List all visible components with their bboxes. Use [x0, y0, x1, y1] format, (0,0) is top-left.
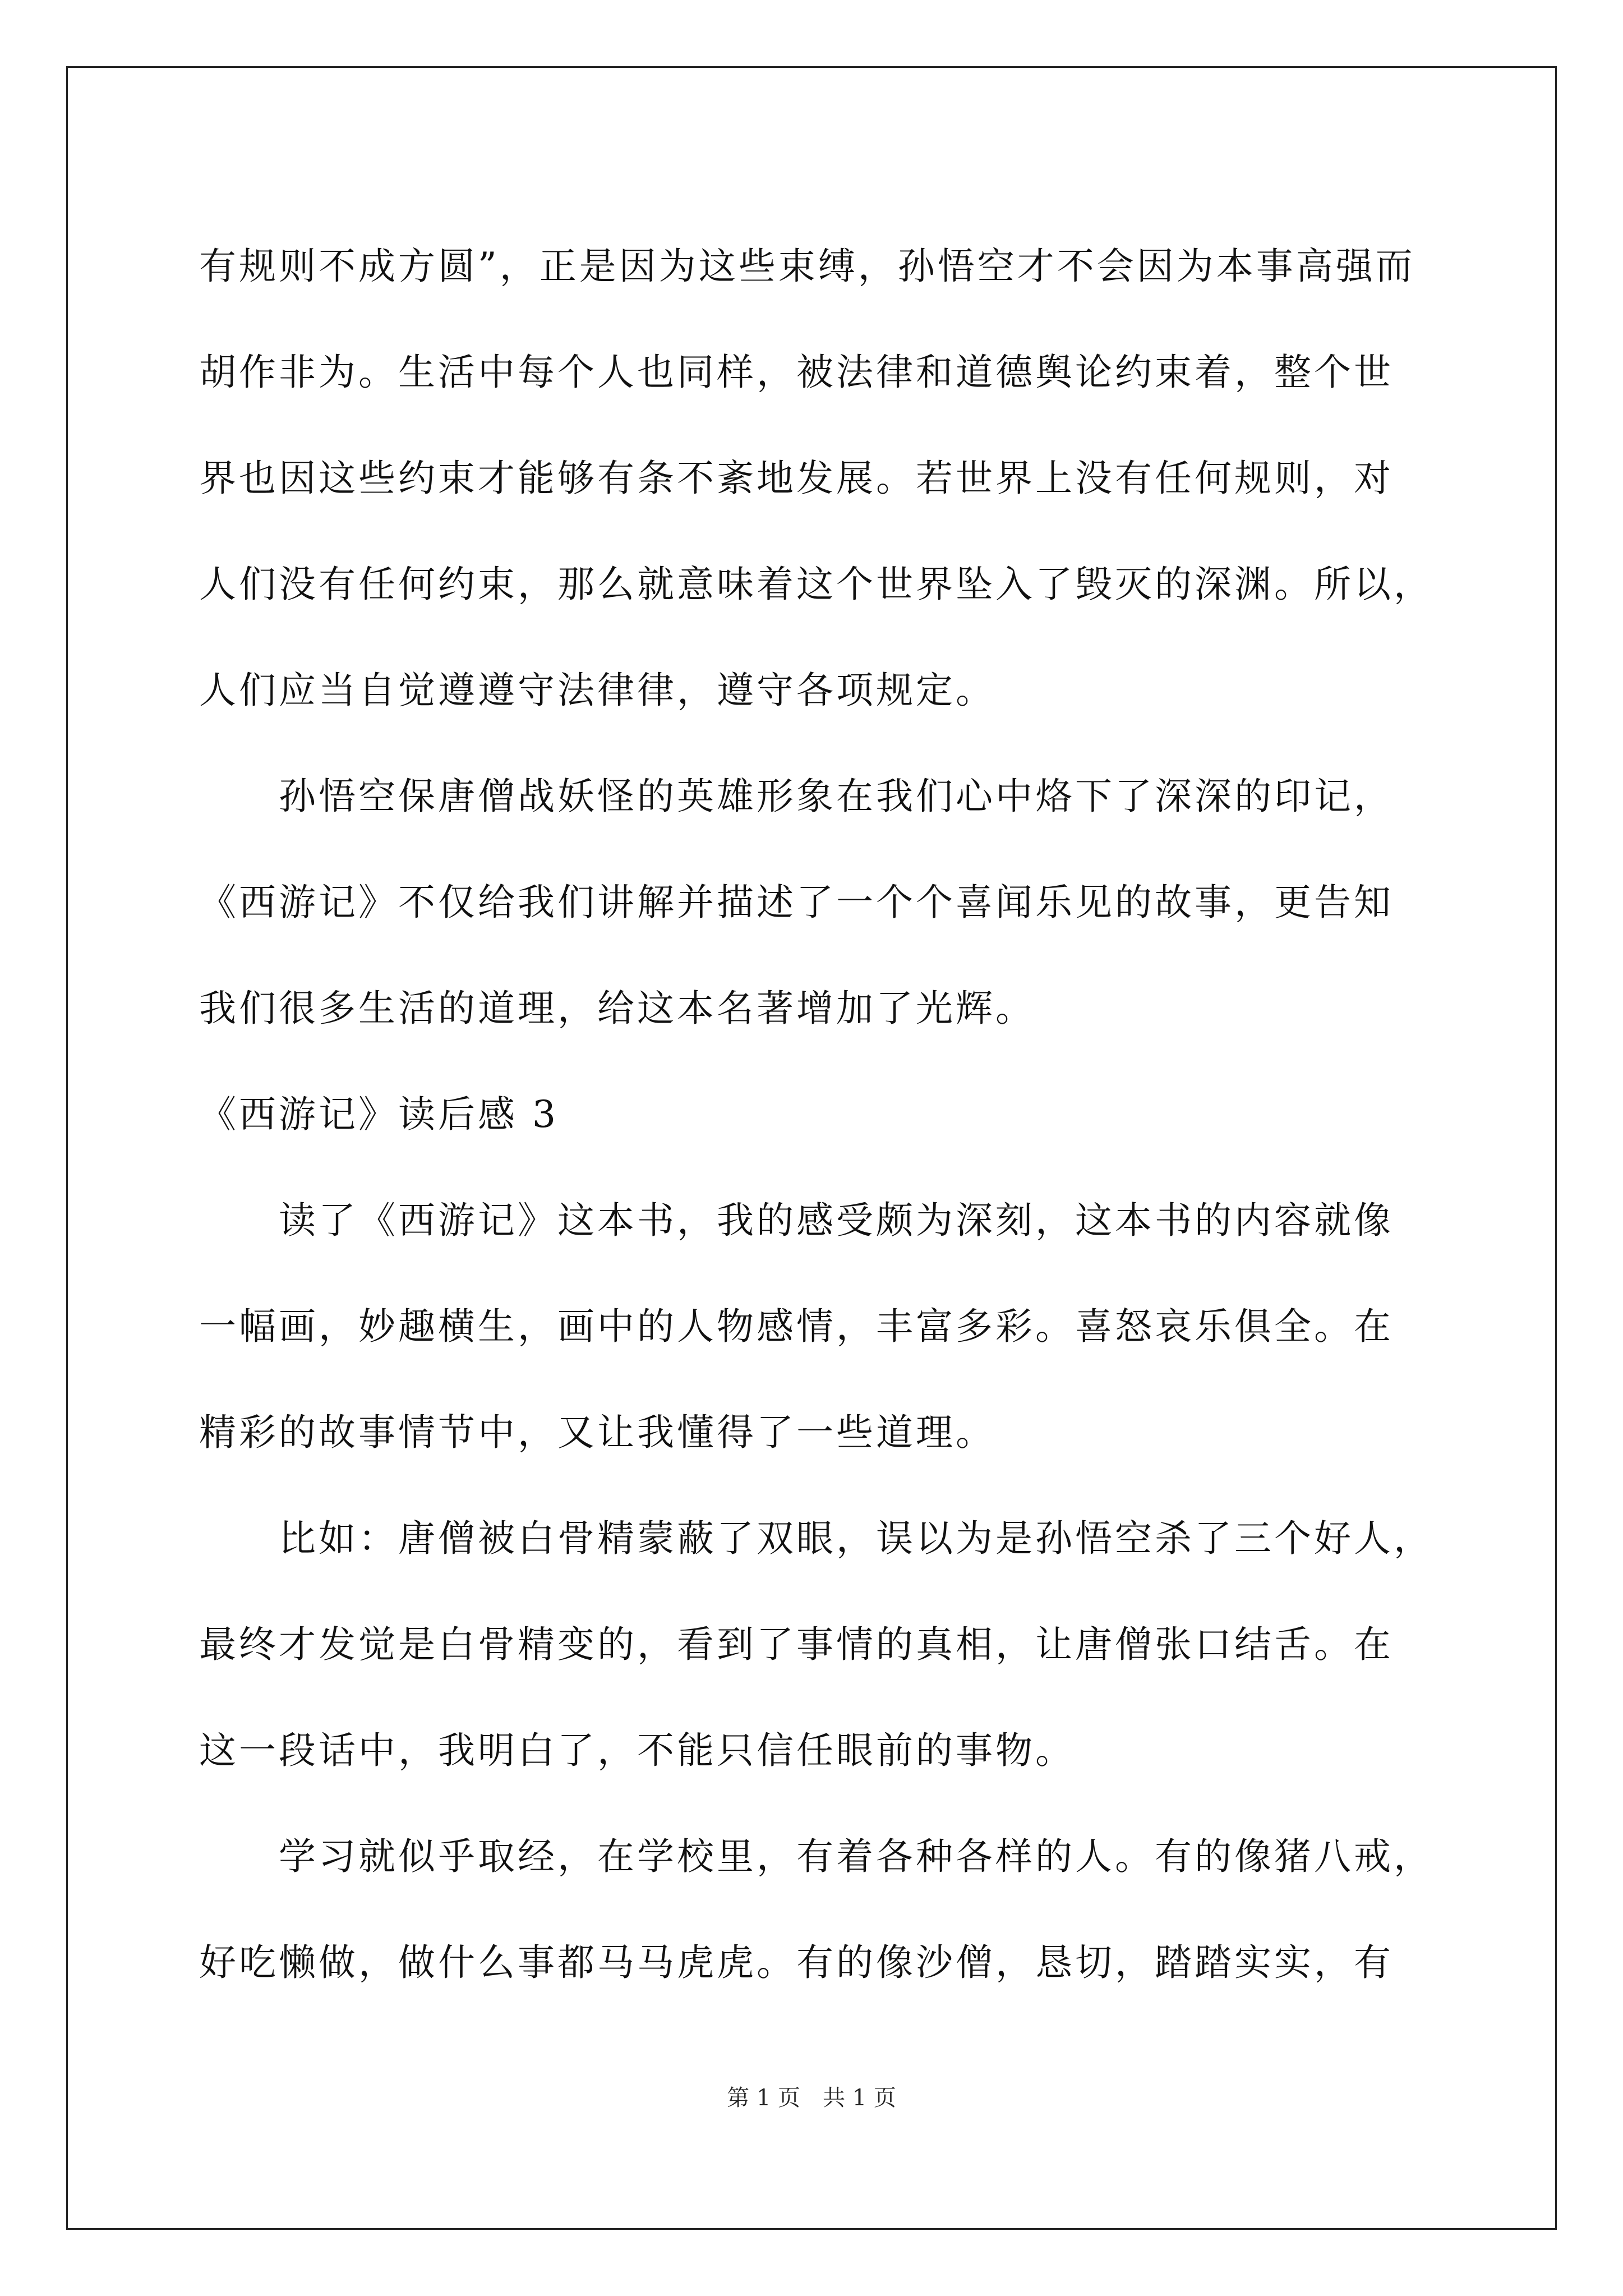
document-body	[199, 213, 1433, 2016]
paragraph-first-line: 孙悟空保唐僧战妖怪的英雄形象在我们心中烙下了深深的印记，	[279, 775, 1394, 818]
section-heading: 《西游记》读后感 3	[199, 1093, 559, 1136]
text-line: 有规则不成方圆”，正是因为这些束缚，孙悟空才不会因为本事高强而	[199, 245, 1415, 288]
paragraph-first-line: 读了《西游记》这本书，我的感受颇为深刻，这本书的内容就像	[279, 1199, 1394, 1242]
text-line: 界也因这些约束才能够有条不紊地发展。若世界上没有任何规则，对	[199, 457, 1394, 500]
page-footer: 第 1 页 共 1 页	[727, 2085, 896, 2111]
text-line: 最终才发觉是白骨精变的，看到了事情的真相，让唐僧张口结舌。在	[199, 1623, 1394, 1666]
paragraph-first-line: 学习就似乎取经，在学校里，有着各种各样的人。有的像猪八戒，	[279, 1835, 1433, 1878]
text-line: 人们应当自觉遵遵守法律律，遵守各项规定。	[199, 669, 995, 712]
text-line: 人们没有任何约束，那么就意味着这个世界坠入了毁灭的深渊。所以，	[199, 563, 1433, 606]
text-line: 好吃懒做，做什么事都马马虎虎。有的像沙僧，恳切，踏踏实实，有	[199, 1941, 1394, 1984]
text-line: 《西游记》不仅给我们讲解并描述了一个个喜闻乐见的故事，更告知	[199, 881, 1394, 924]
text-line: 精彩的故事情节中，又让我懂得了一些道理。	[199, 1411, 995, 1454]
text-line: 我们很多生活的道理，给这本名著增加了光辉。	[199, 987, 1035, 1030]
text-line: 这一段话中，我明白了，不能只信任眼前的事物。	[199, 1729, 1075, 1772]
paragraph-first-line: 比如：唐僧被白骨精蒙蔽了双眼，误以为是孙悟空杀了三个好人，	[279, 1517, 1433, 1560]
text-line: 一幅画，妙趣横生，画中的人物感情，丰富多彩。喜怒哀乐俱全。在	[199, 1305, 1394, 1348]
text-line: 胡作非为。生活中每个人也同样，被法律和道德舆论约束着，整个世	[199, 351, 1394, 394]
